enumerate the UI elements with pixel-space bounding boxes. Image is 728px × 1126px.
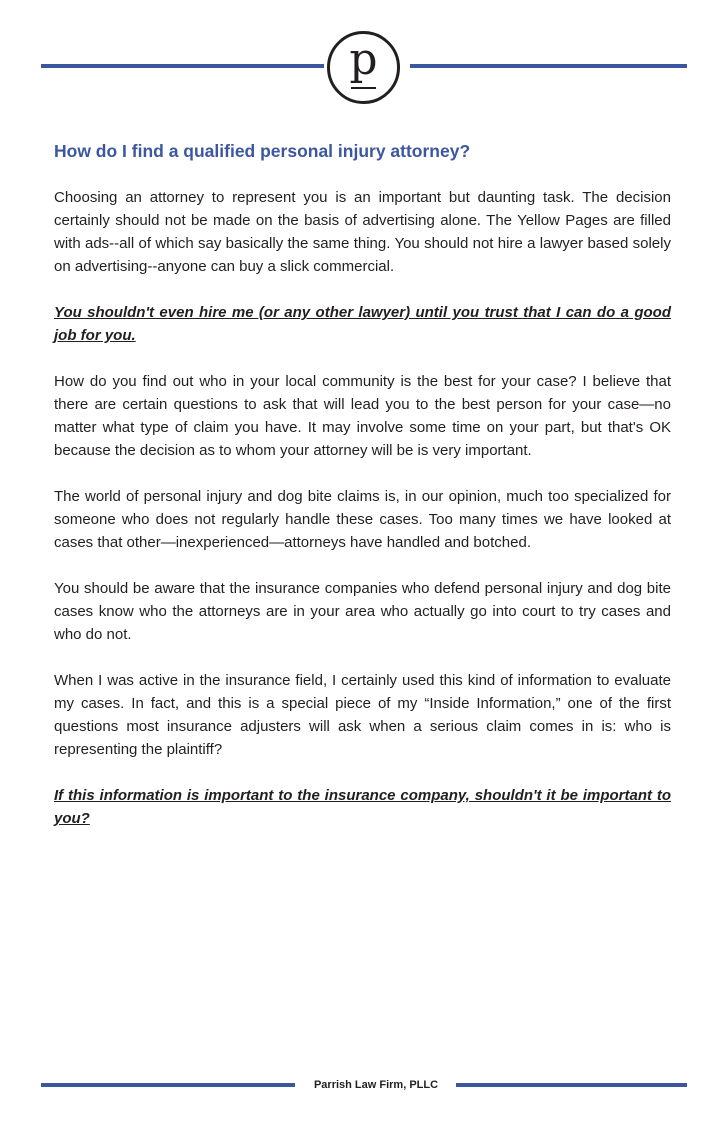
paragraph-intro: Choosing an attorney to represent you is an important but daunting task. The decision certainly should not be made on the basis of advertising alone. The Yellow Pages are filled with ads--all of which say basically the same thing. You should not hire a lawyer based solely on advertising--anyone can buy a slick commercial.: [54, 189, 671, 275]
footer-rule-left: [41, 1083, 295, 1087]
footer-firm-name: Parrish Law Firm, PLLC: [313, 1079, 439, 1091]
logo-underline: [351, 87, 376, 89]
article-body: [54, 186, 671, 853]
footer-rule-right: [456, 1083, 687, 1087]
logo-letter: p: [349, 34, 378, 85]
header-rule-left: [41, 64, 324, 68]
paragraph-insurance-awareness: You should be aware that the insurance companies who defend personal injury and dog bite cases know who the attorneys are in your area who actually go into court to try cases and who do not.: [54, 580, 671, 643]
firm-logo: [327, 31, 400, 104]
paragraph-inside-information: When I was active in the insurance field, I certainly used this kind of information to evaluate my cases. In fact, and this is a special piece of my “Inside Information,” one of the first questions most insurance adjusters will ask when a serious claim comes in is: who is representing the plaintiff?: [54, 672, 671, 758]
paragraph-specialized: The world of personal injury and dog bite claims is, in our opinion, much too specialized for someone who does not regularly handle these cases. Too many times we have looked at cases that other—inexperienced—attorneys have handled and botched.: [54, 488, 671, 551]
paragraph-emphasis-trust: You shouldn't even hire me (or any other lawyer) until you trust that I can do a good job for you.: [54, 304, 671, 344]
page-title: How do I find a qualified personal injury attorney?: [54, 141, 471, 161]
header-rule-right: [410, 64, 687, 68]
paragraph-finding: How do you find out who in your local community is the best for your case? I believe that there are certain questions to ask that will lead you to the best person for your case—no matter what type of claim you have. It may involve some time on your part, but that's OK because the decision as to whom your attorney will be is very important.: [54, 373, 671, 459]
paragraph-emphasis-closing: If this information is important to the insurance company, shouldn't it be important to you?: [54, 787, 671, 827]
